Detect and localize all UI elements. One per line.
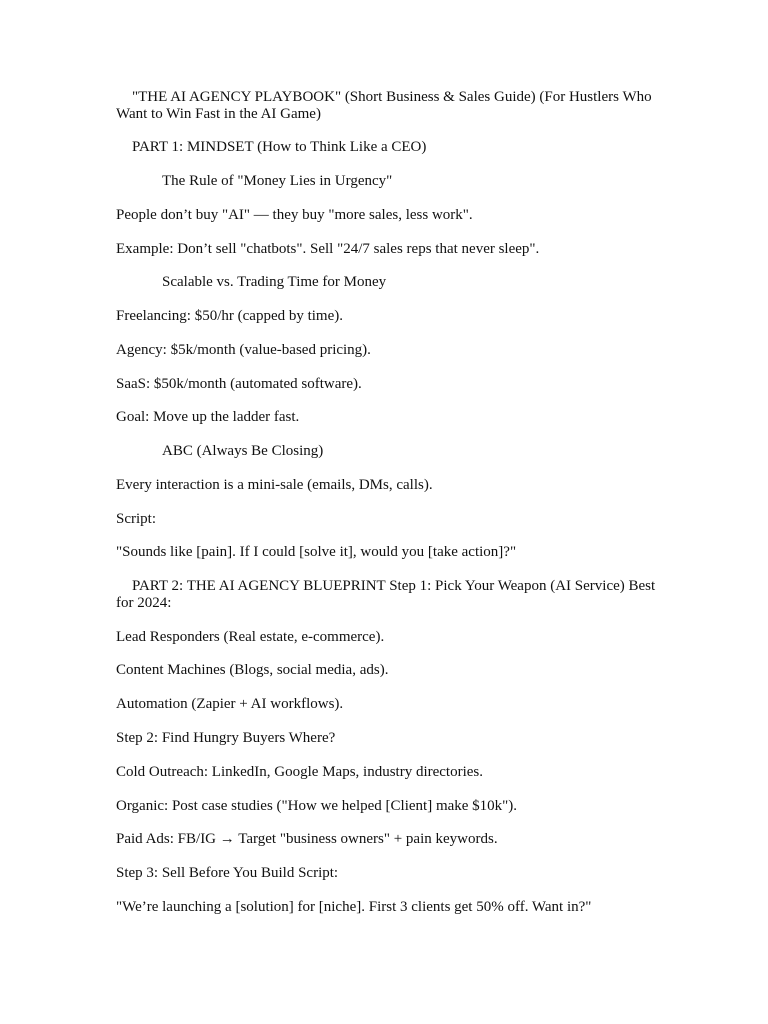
weapon-paragraph-1: Lead Responders (Real estate, e-commerce). — [116, 629, 385, 645]
weapon-paragraph-2: Content Machines (Blogs, social media, ads). — [116, 662, 389, 678]
step2-paragraph-2: Organic: Post case studies ("How we helped [Client] make $10k"). — [116, 798, 518, 814]
weapon-paragraph-3: Automation (Zapier + AI workflows). — [116, 696, 344, 712]
urgency-heading: The Rule of "Money Lies in Urgency" — [162, 173, 393, 189]
scalable-heading: Scalable vs. Trading Time for Money — [162, 274, 387, 290]
urgency-paragraph-2: Example: Don’t sell "chatbots". Sell "24/7 sales reps that never sleep". — [116, 241, 540, 257]
step2-paragraph-3: Paid Ads: FB/IG → Target "business owners" + pain keywords. — [116, 831, 498, 847]
step2-paragraph-1: Cold Outreach: LinkedIn, Google Maps, industry directories. — [116, 764, 484, 780]
scalable-paragraph-1: Freelancing: $50/hr (capped by time). — [116, 308, 344, 324]
step2-heading: Step 2: Find Hungry Buyers Where? — [116, 730, 336, 746]
scalable-paragraph-3: SaaS: $50k/month (automated software). — [116, 376, 362, 392]
abc-heading: ABC (Always Be Closing) — [162, 443, 324, 459]
abc-paragraph-2: Script: — [116, 511, 156, 527]
part2-heading: PART 2: THE AI AGENCY BLUEPRINT Step 1: Pick Your Weapon (AI Service) Best for 2024: — [116, 578, 659, 611]
scalable-paragraph-4: Goal: Move up the ladder fast. — [116, 409, 300, 425]
step3-script-quote: "We’re launching a [solution] for [niche]. First 3 clients get 50% off. Want in?" — [116, 899, 592, 915]
urgency-paragraph-1: People don’t buy "AI" — they buy "more sales, less work". — [116, 207, 473, 223]
scalable-paragraph-2: Agency: $5k/month (value-based pricing). — [116, 342, 371, 358]
part1-heading: PART 1: MINDSET (How to Think Like a CEO) — [132, 139, 427, 155]
abc-script-quote: "Sounds like [pain]. If I could [solve it], would you [take action]?" — [116, 544, 517, 560]
document-title: "THE AI AGENCY PLAYBOOK" (Short Business & Sales Guide) (For Hustlers Who Want to Win Fast in the AI Game) — [116, 89, 656, 122]
abc-paragraph-1: Every interaction is a mini-sale (emails, DMs, calls). — [116, 477, 433, 493]
step3-heading: Step 3: Sell Before You Build Script: — [116, 865, 339, 881]
